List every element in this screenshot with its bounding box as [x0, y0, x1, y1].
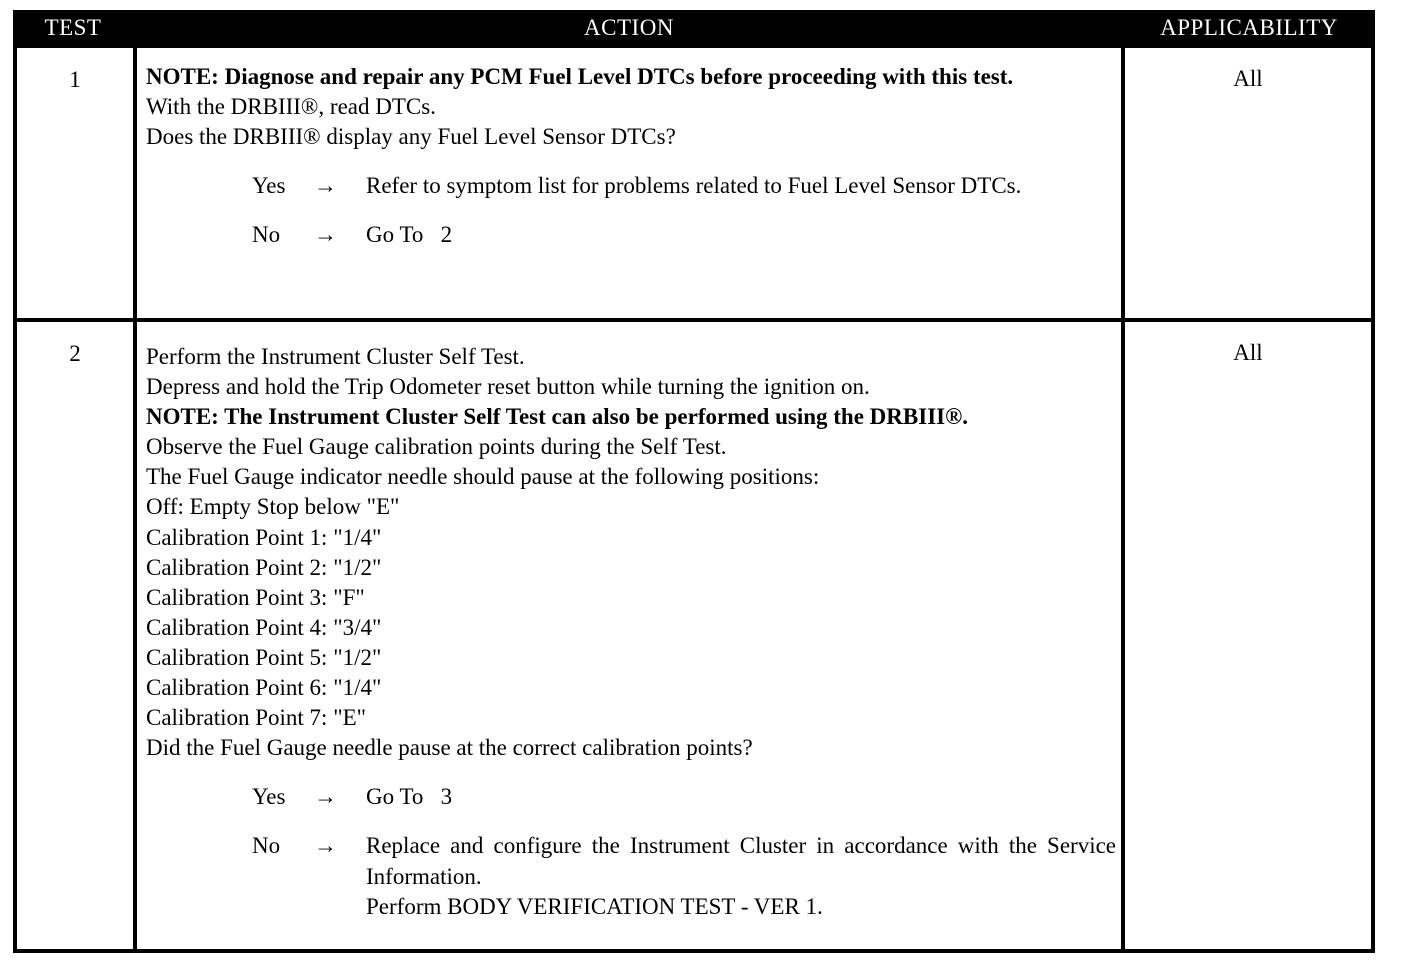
applicability-cell: All — [1125, 322, 1371, 949]
action-line: Observe the Fuel Gauge calibration points during the Self Test. — [146, 434, 727, 460]
answer-text: Refer to symptom list for problems related to Fuel Level Sensor DTCs. — [366, 173, 1022, 199]
arrow-right-icon: → — [314, 833, 337, 859]
answer-label: Yes — [252, 173, 286, 199]
applicability-cell: All — [1125, 48, 1371, 318]
answer-text: Replace and configure the Instrument Cluster in accordance with the Service Information. — [366, 833, 1116, 889]
header-action: ACTION — [584, 15, 674, 40]
action-line: Calibration Point 4: "3/4" — [146, 614, 382, 640]
action-line: Calibration Point 3: "F" — [146, 584, 365, 610]
diagnostic-test-table — [13, 10, 1375, 953]
action-cell — [137, 48, 1121, 318]
header-applicability: APPLICABILITY — [1160, 15, 1338, 40]
arrow-right-icon: → — [314, 784, 337, 810]
test-number-cell: 2 — [17, 322, 133, 949]
action-line: Calibration Point 2: "1/2" — [146, 554, 382, 580]
action-line: Calibration Point 7: "E" — [146, 705, 367, 731]
action-line: Calibration Point 1: "1/4" — [146, 524, 382, 550]
action-line: Depress and hold the Trip Odometer reset button while turning the ignition on. — [146, 374, 870, 400]
action-line: The Fuel Gauge indicator needle should pause at the following positions: — [146, 464, 820, 490]
answer-text: Go To 2 — [366, 222, 453, 248]
answer-label: No — [252, 222, 281, 248]
answer-label: No — [252, 833, 281, 859]
action-line: Off: Empty Stop below "E" — [146, 494, 400, 520]
answer-yes — [146, 782, 1116, 812]
action-line: With the DRBIII®, read DTCs. — [146, 94, 436, 120]
header-test: TEST — [44, 15, 102, 40]
note-text: NOTE: Diagnose and repair any PCM Fuel Level DTCs before proceeding with this test. — [146, 64, 1014, 89]
action-cell — [137, 322, 1121, 949]
test-number-cell: 1 — [17, 48, 133, 318]
arrow-right-icon: → — [314, 222, 337, 248]
answer-label: Yes — [252, 784, 286, 810]
arrow-right-icon: → — [314, 173, 337, 199]
answer-text-2: Perform BODY VERIFICATION TEST - VER 1. — [366, 893, 823, 919]
answer-text: Go To 3 — [366, 784, 453, 810]
answer-text-block — [366, 831, 1116, 921]
action-line: Perform the Instrument Cluster Self Test. — [146, 344, 525, 369]
answer-no — [146, 220, 1116, 250]
action-line: Calibration Point 6: "1/4" — [146, 675, 382, 701]
action-line: Did the Fuel Gauge needle pause at the correct calibration points? — [146, 735, 753, 761]
note-text: NOTE: The Instrument Cluster Self Test can also be performed using the DRBIII®. — [146, 404, 969, 430]
action-line: Does the DRBIII® display any Fuel Level Sensor DTCs? — [146, 124, 676, 150]
answer-yes — [146, 171, 1116, 201]
answer-no — [146, 831, 1116, 921]
action-line: Calibration Point 5: "1/2" — [146, 644, 382, 670]
